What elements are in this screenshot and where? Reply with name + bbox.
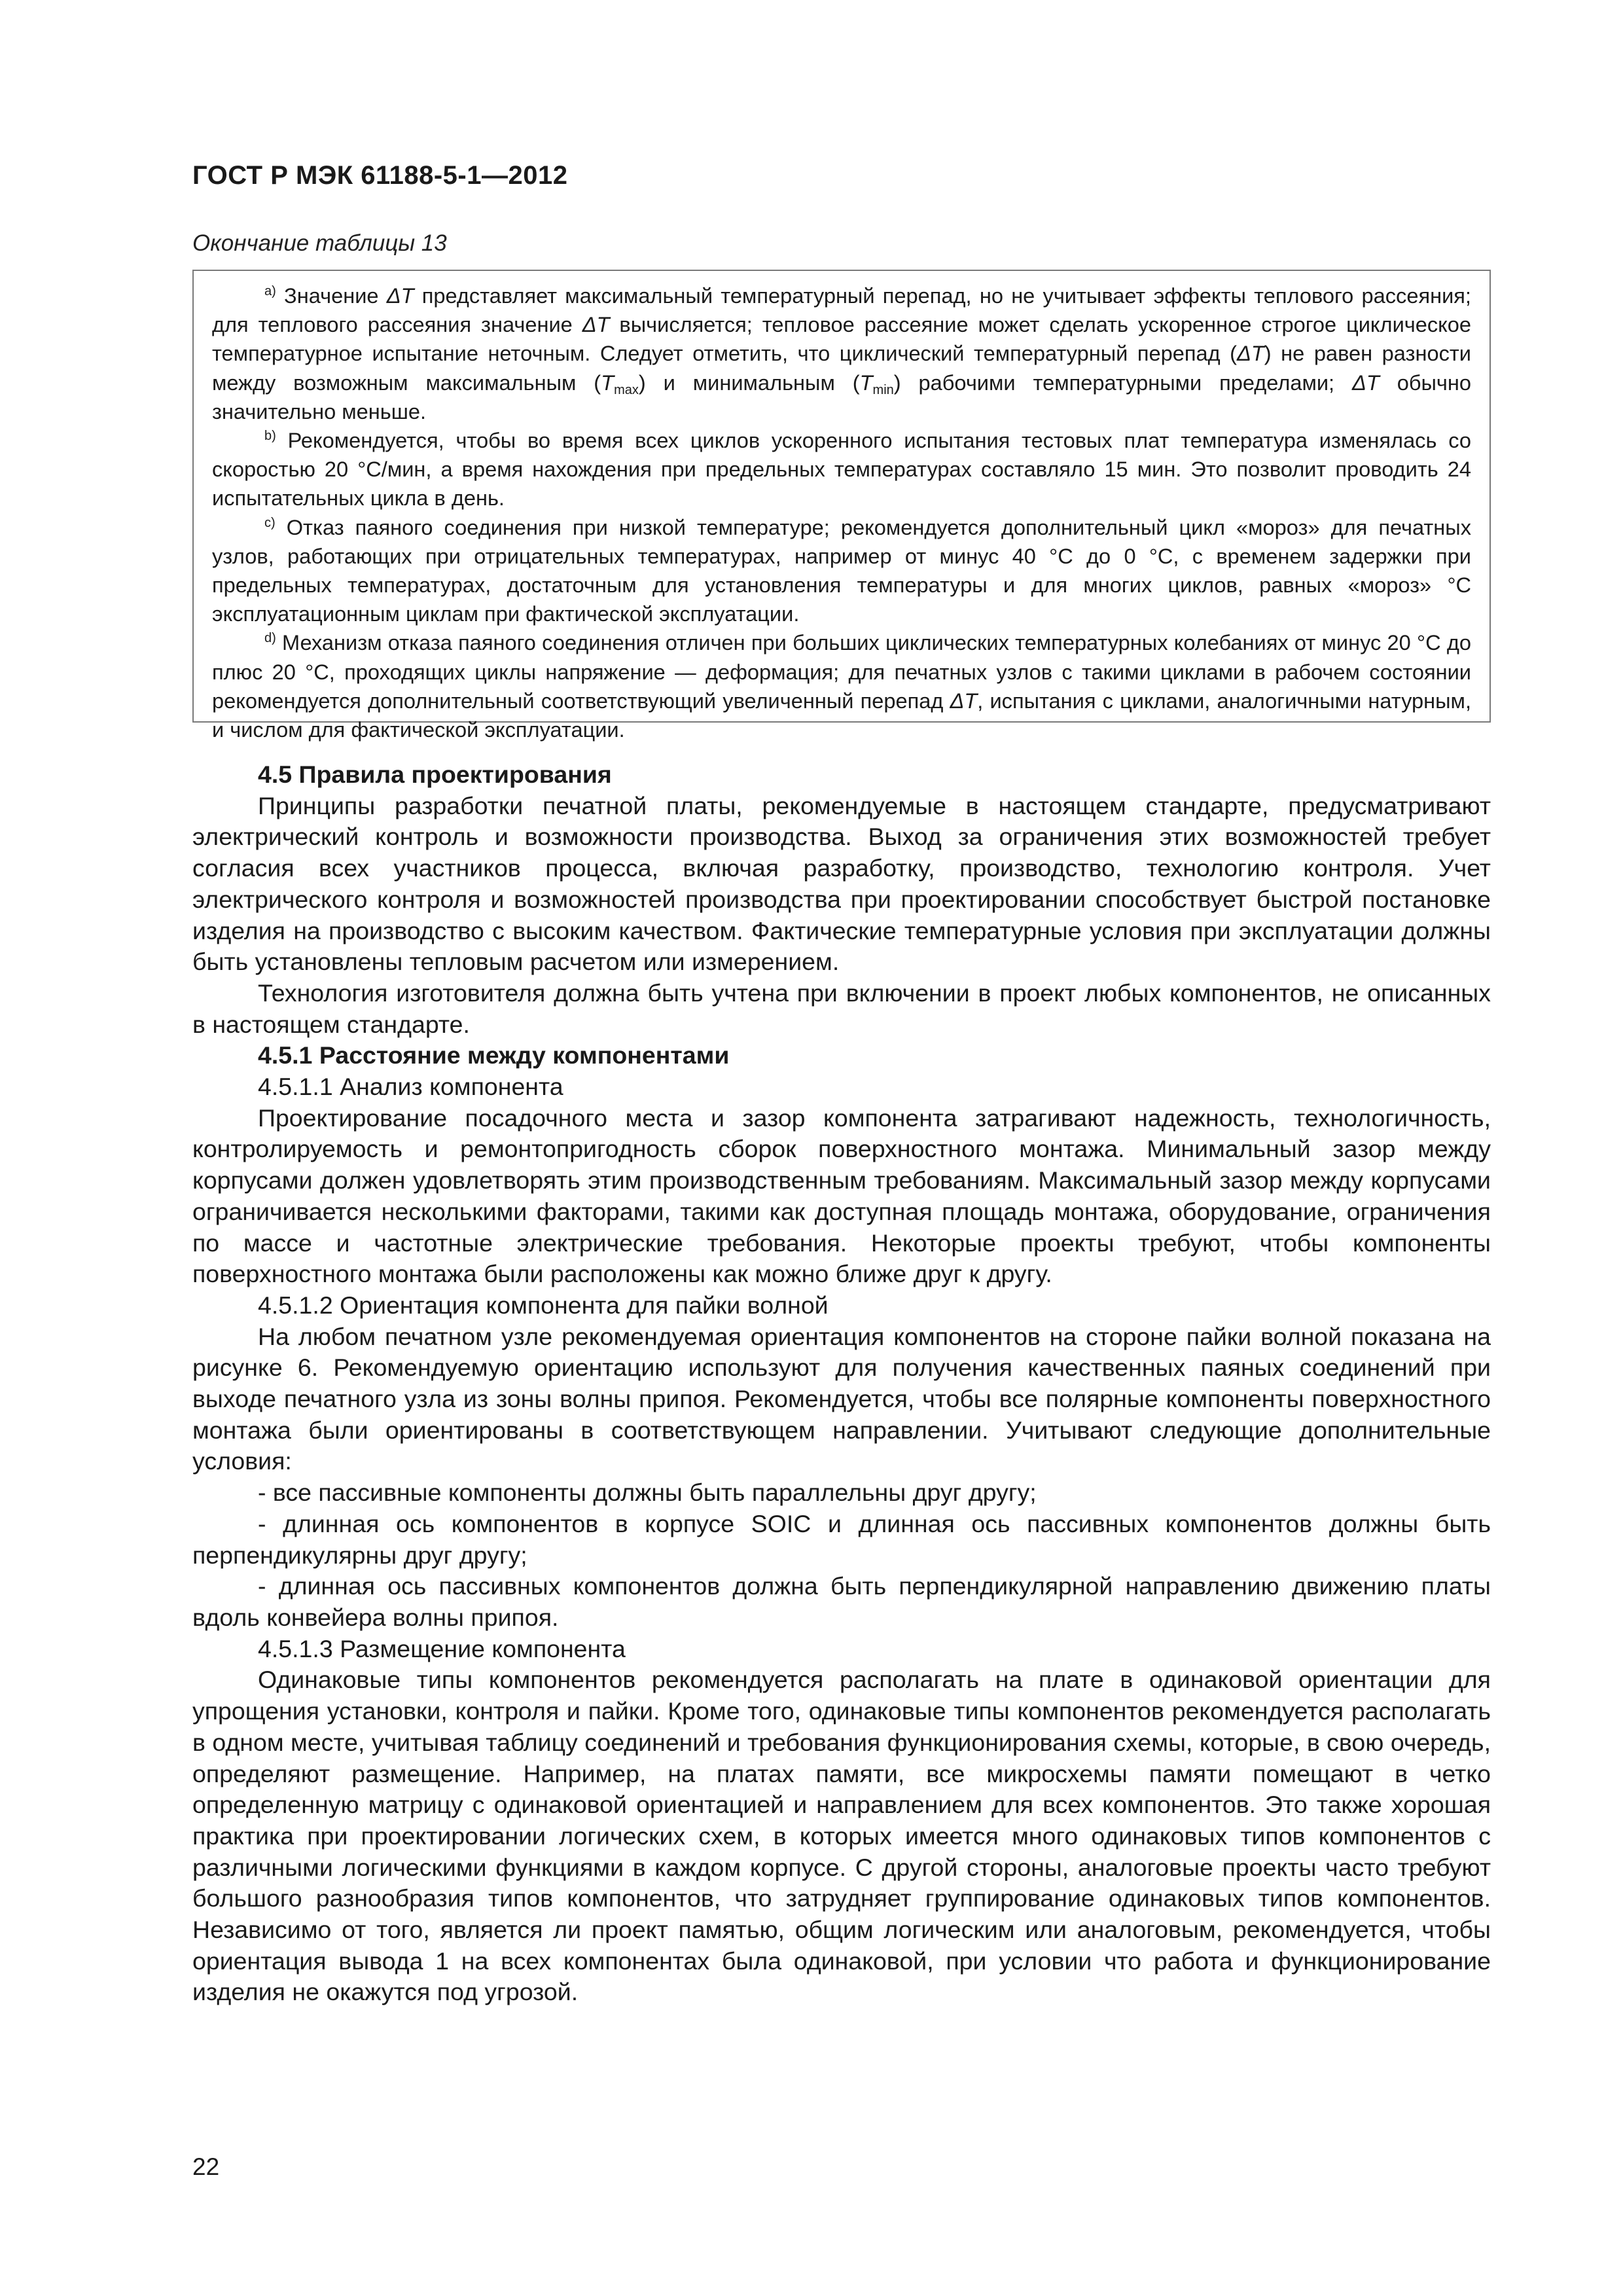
list-item: - длинная ось пассивных компонентов должна быть перпендикулярной направлению движению платы вдоль конвейера волны припоя. [192, 1572, 1491, 1631]
paragraph: Принципы разработки печатной платы, рекомендуемые в настоящем стандарте, предусматривают электрический контроль и возможности производства. Выход за ограничения этих возможностей требует согласия всех участников процесса, включая разработку, производство, технологию контроля. Учет электрического контроля и возможностей производства при проектировании способствует быстрой постановке изделия на производство с высоким качеством. Фактические температурные условия при эксплуатации должны быть установлены тепловым расчетом или измерением. [192, 791, 1491, 976]
footnote-marker: a) [264, 284, 276, 298]
symbol: ΔT [1352, 370, 1380, 395]
footnote-marker: b) [264, 429, 276, 444]
paragraph: На любом печатном узле рекомендуемая ориентация компонентов на стороне пайки волной показана на рисунке 6. Рекомендуемую ориентацию используют для получения качественных паяных соединений при выходе печатного узла из зоны волны припоя. Рекомендуется, чтобы все полярные компоненты поверхностного монтажа были ориентированы в соответствующем направлении. Учитывают следующие дополнительные условия: [192, 1322, 1491, 1475]
symbol: ΔT [1237, 341, 1264, 366]
footnote-c [212, 513, 1471, 629]
subsection-title-4-5-1-3: 4.5.1.3 Размещение компонента [258, 1634, 626, 1662]
footnote-text: Рекомендуется, чтобы во время всех циклов ускоренного испытания тестовых плат температура изменялась со скоростью 20 °С/мин, а время нахождения при предельных температурах составляло 15 мин. Это позволит проводить 24 испытательных цикла в день. [212, 428, 1471, 511]
paragraph: Проектирование посадочного места и зазор компонента затрагивают надежность, технологичность, контролируемость и ремонтопригодность сборок поверхностного монтажа. Минимальный зазор между корпусами должен удовлетворять этим производственным требованиям. Максимальный зазор между корпусами ограничивается несколькими факторами, такими как доступная площадь монтажа, оборудование, ограничения по массе и частотные электрические требования. Некоторые проекты требуют, чтобы компоненты поверхностного монтажа были расположены как можно ближе друг к другу. [192, 1103, 1491, 1288]
table-caption: Окончание таблицы 13 [192, 230, 447, 256]
symbol: T [859, 370, 873, 395]
footnote-text: Значение [276, 283, 387, 308]
footnote-text: Отказ паяного соединения при низкой температуре; рекомендуется дополнительный цикл «мороз» для печатных узлов, работающих при отрицательных температурах, например от минус 40 °С до 0 °С, с временем задержки при предельных температурах, достаточным для установления температуры и для многих циклов, равных «мороз» °С эксплуатационным циклам при фактической эксплуатации. [212, 514, 1471, 626]
symbol: ΔT [386, 283, 414, 308]
table-footnotes [192, 270, 1491, 742]
symbol: ΔT [950, 688, 978, 713]
footnote-a [212, 281, 1471, 426]
footnote-text: Механизм отказа паяного соединения отличен при больших циклических температурных колебаниях от минус 20 °С до плюс 20 °С, проходящих циклы напряжение — деформация; для печатных узлов с такими циклами в рабочем состоянии рекомендуется дополнительный соответствующий увеличенный перепад [212, 630, 1471, 713]
subsection-title-4-5-1-2: 4.5.1.2 Ориентация компонента для пайки волной [258, 1291, 829, 1319]
symbol-subscript: min [872, 382, 894, 397]
footnote-text: обычно значительно меньше. [212, 370, 1471, 423]
subsection-title-4-5-1-1: 4.5.1.1 Анализ компонента [258, 1073, 563, 1101]
footnote-text: , испытания с циклами, аналогичными натурным, и числом для фактической эксплуатации. [212, 688, 1471, 742]
document-header: ГОСТ Р МЭК 61188-5-1—2012 [192, 161, 568, 190]
footnote-text: ) не равен разности между возможным максимальным ( [212, 341, 1471, 395]
page-number: 22 [192, 2153, 220, 2180]
symbol-subscript: max [614, 382, 639, 397]
section-heading-4-5: 4.5 Правила проектирования [258, 761, 612, 788]
section-heading-4-5-1: 4.5.1 Расстояние между компонентами [258, 1041, 730, 1069]
footnote-text: ) и минимальным ( [638, 370, 860, 395]
paragraph: Одинаковые типы компонентов рекомендуется располагать на плате в одинаковой ориентации для упрощения установки, контроля и пайки. Кроме того, одинаковые типы компонентов рекомендуется располагать в одном месте, учитывая таблицу соединений и требования функционирования схемы, которые, в свою очередь, определяют размещение. Например, на платах памяти, все микросхемы памяти помещают в четко определенную матрицу с одинаковой ориентацией и направлением для всех компонентов. Это также хорошая практика при проектировании логических схем, в которых имеется много одинаковых типов компонентов с различными логическими функциями в каждом корпусе. С другой стороны, аналоговые проекты часто требуют большого разнообразия типов компонентов, что затрудняет группирование одинаковых типов компонентов. Независимо от того, является ли проект памятью, общим логическим или аналоговым, рекомендуется, чтобы ориентация вывода 1 на всех компонентах была одинаковой, при условии что работа и функционирование изделия не окажутся под угрозой. [192, 1666, 1491, 2006]
footnote-marker: c) [264, 515, 276, 530]
symbol: ΔT [582, 312, 610, 337]
footnote-d [212, 628, 1471, 744]
footnote-text: ) рабочими температурными пределами; [893, 370, 1353, 395]
main-content [192, 759, 1491, 2008]
footnote-b [212, 426, 1471, 513]
list-item: - длинная ось компонентов в корпусе SOIC и длинная ось пассивных компонентов должны быть перпендикулярны друг другу; [192, 1509, 1491, 1569]
footnote-text: представляет максимальный температурный перепад, но не учитывает эффекты теплового рассеяния; для теплового рассеяния значение [212, 283, 1471, 337]
paragraph: Технология изготовителя должна быть учтена при включении в проект любых компонентов, не описанных в настоящем стандарте. [192, 978, 1491, 1038]
symbol: T [601, 370, 615, 395]
footnote-marker: d) [264, 631, 276, 646]
list-item: - все пассивные компоненты должны быть параллельны друг другу; [258, 1479, 1037, 1507]
footnote-text: вычисляется; тепловое рассеяние может сделать ускоренное строгое циклическое температурное испытание неточным. Следует отметить, что циклический температурный перепад ( [212, 312, 1471, 366]
